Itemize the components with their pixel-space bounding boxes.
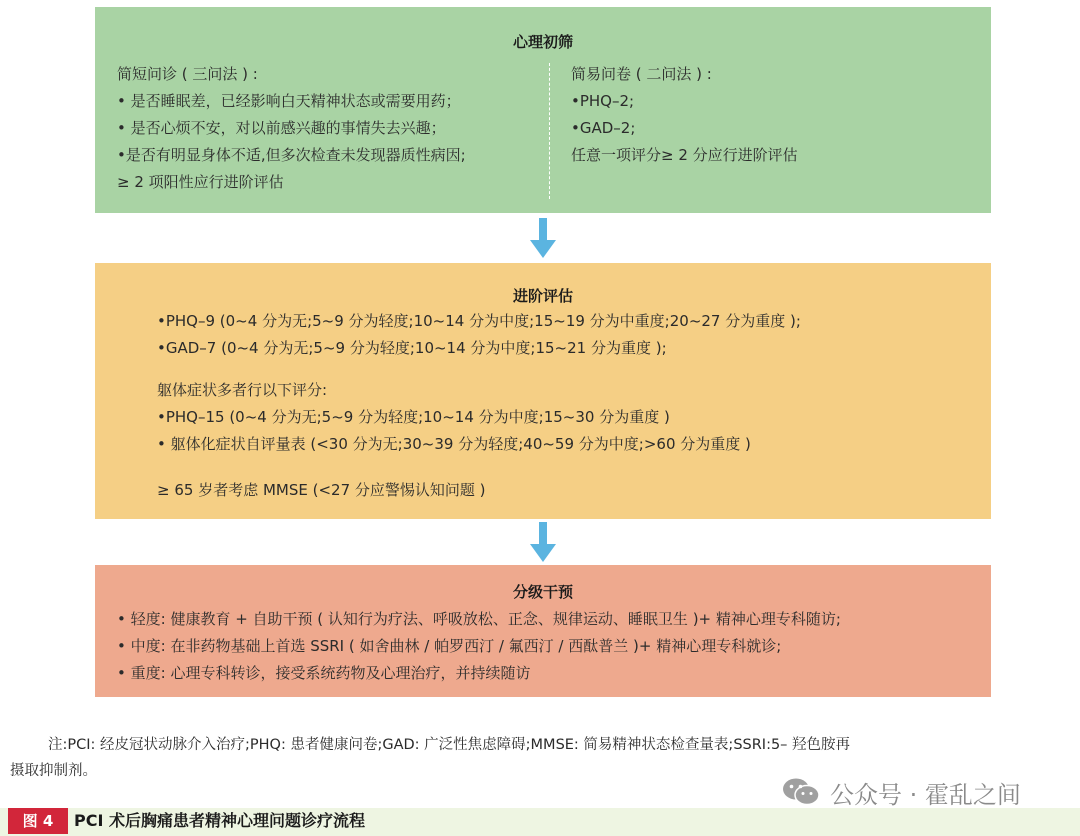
screening-left-item: • 是否心烦不安，对以前感兴趣的事情失去兴趣； <box>117 119 446 137</box>
advanced-line: •GAD–7 (0~4 分为无;5~9 分为轻度;10~14 分为中度;15~21 分为重度 ); <box>157 339 667 357</box>
intervention-title: 分级干预 <box>512 583 573 601</box>
screening-right-item: •GAD–2; <box>571 119 636 137</box>
screening-right-conclusion: 任意一项评分≥ 2 分应行进阶评估 <box>571 146 798 164</box>
watermark <box>782 775 1021 809</box>
advanced-assessment-box <box>95 263 991 519</box>
figure-title: PCI 术后胸痛患者精神心理问题诊疗流程 <box>74 811 365 830</box>
down-arrow-icon <box>528 522 558 564</box>
advanced-line: •PHQ–9 (0~4 分为无;5~9 分为轻度;10~14 分为中度;15~19 分为中重度;20~27 分为重度 ); <box>157 312 801 330</box>
advanced-line: • 躯体化症状自评量表 (<30 分为无;30~39 分为轻度;40~59 分为中度;>60 分为重度 ) <box>157 435 751 453</box>
intervention-line: • 中度: 在非药物基础上首选 SSRI ( 如舍曲林 / 帕罗西汀 / 氟西汀 / 西酞普兰 )+ 精神心理专科就诊; <box>117 637 782 655</box>
screening-right-heading: 简易问卷 ( 二问法 ) : <box>571 65 712 83</box>
advanced-line: •PHQ–15 (0~4 分为无;5~9 分为轻度;10~14 分为中度;15~30 分为重度 ) <box>157 408 670 426</box>
screening-left-heading: 简短问诊 ( 三问法 ) : <box>117 65 258 83</box>
screening-right-item: •PHQ–2; <box>571 92 635 110</box>
intervention-line: • 重度: 心理专科转诊，接受系统药物及心理治疗，并持续随访 <box>117 664 531 682</box>
down-arrow-icon <box>528 218 558 260</box>
wechat-icon <box>782 777 820 807</box>
figure-label: 图 4 <box>8 808 68 834</box>
advanced-line: ≥ 65 岁者考虑 MMSE (<27 分应警惕认知问题 ) <box>157 481 486 499</box>
intervention-box <box>95 565 991 697</box>
note-line: 摄取抑制剂。 <box>10 763 97 779</box>
screening-title: 心理初筛 <box>512 33 573 51</box>
advanced-line: 躯体症状多者行以下评分: <box>157 381 328 399</box>
advanced-title: 进阶评估 <box>512 287 573 305</box>
column-divider <box>549 63 550 199</box>
note-line: 注:PCI: 经皮冠状动脉介入治疗;PHQ: 患者健康问卷;GAD: 广泛性焦虑障碍;MMSE: 简易精神状态检查量表;SSRI:5– 羟色胺再 <box>48 737 851 753</box>
screening-box <box>95 7 991 213</box>
screening-left-item: •是否有明显身体不适,但多次检查未发现器质性病因; <box>117 146 466 164</box>
screening-left-item: • 是否睡眠差，已经影响白天精神状态或需要用药； <box>117 92 461 110</box>
intervention-line: • 轻度: 健康教育 + 自助干预 ( 认知行为疗法、呼吸放松、正念、规律运动、睡眠卫生 )+ 精神心理专科随访; <box>117 610 841 628</box>
watermark-text: 公众号 · 霍乱之间 <box>830 780 1021 809</box>
screening-left-conclusion: ≥ 2 项阳性应行进阶评估 <box>117 173 284 191</box>
